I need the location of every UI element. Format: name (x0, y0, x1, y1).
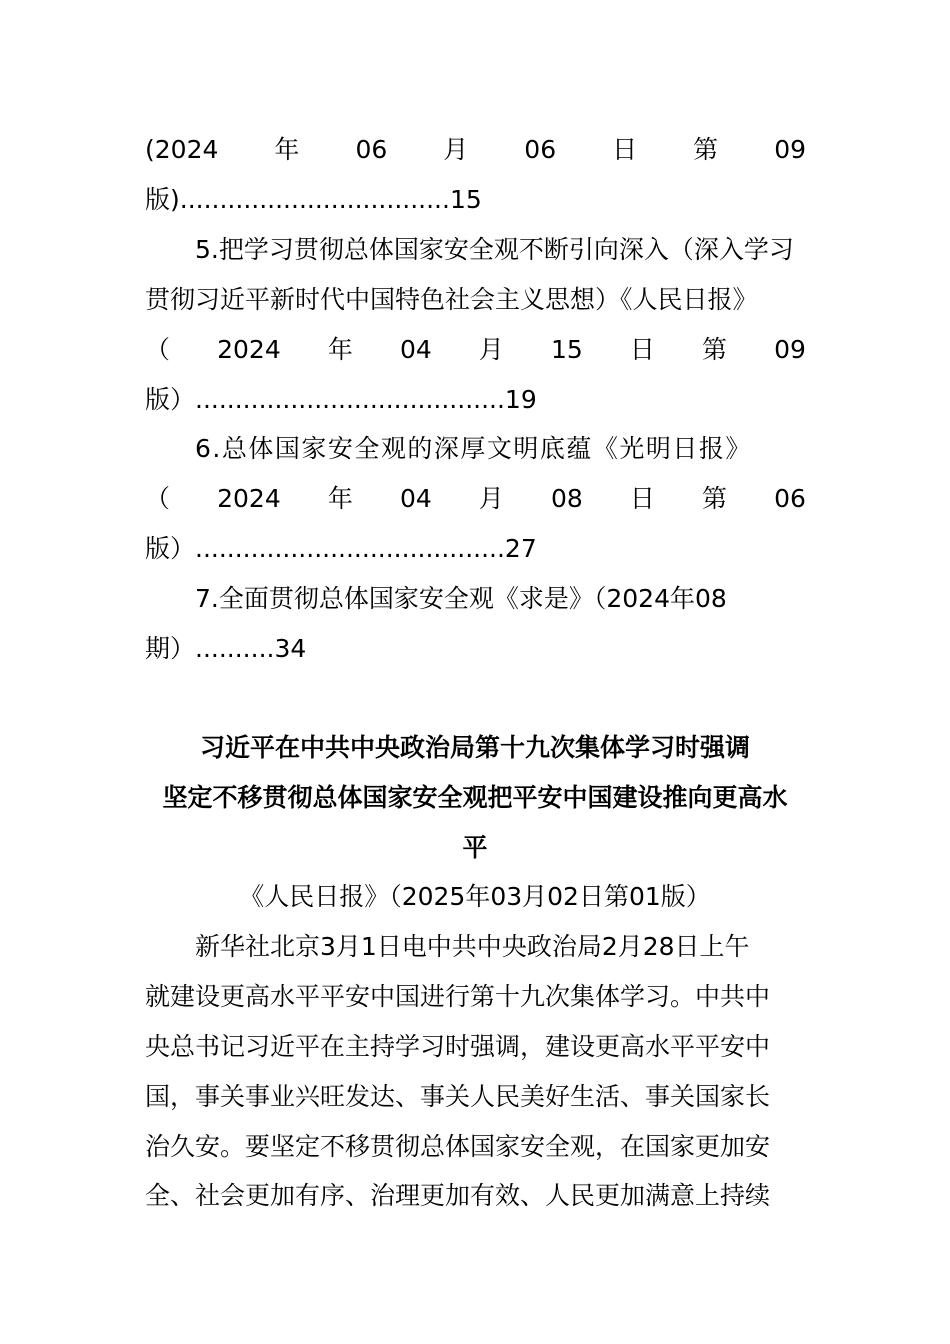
toc-word: （ (145, 484, 171, 513)
toc-word: 月 (478, 484, 504, 513)
toc-item-7-title: 7.全面贯彻总体国家安全观《求是》（2024年08 (195, 584, 727, 613)
toc-word: 第 (701, 484, 727, 513)
toc-word: （ (145, 335, 171, 364)
article-body-line: 就建设更高水平平安中国进行第十九次集体学习。中共中 (145, 982, 771, 1011)
toc-word: 月 (443, 135, 469, 164)
toc-word: 15 (550, 335, 583, 364)
toc-item-5-page-line: 版）.......................................19 (145, 385, 537, 414)
toc-word: 2024 (217, 335, 281, 364)
toc-item-6-date-line (145, 482, 806, 516)
article-title-line-2: 坚定不移贯彻总体国家安全观把平安中国建设推向更高水 (162, 783, 788, 812)
toc-word: 第 (693, 135, 719, 164)
toc-word: 月 (478, 335, 504, 364)
toc-word: 日 (629, 335, 655, 364)
toc-word: (2024 (145, 135, 219, 164)
toc-word: 年 (274, 135, 300, 164)
toc-word: 日 (629, 484, 655, 513)
article-body-line: 新华社北京3月1日电中共中央政治局2月28日上午 (195, 932, 750, 961)
toc-word: 09 (774, 335, 806, 364)
toc-word: 06 (355, 135, 388, 164)
toc-word: 2024 (217, 484, 281, 513)
toc-word: 年 (327, 335, 353, 364)
toc-word: 09 (774, 135, 806, 164)
toc-item-5-date-line (145, 333, 806, 367)
article-body-line: 治久安。要坚定不移贯彻总体国家安全观，在国家更加安 (145, 1132, 771, 1161)
article-source: 《人民日报》（2025年03月02日第01版） (239, 882, 711, 911)
toc-item-4-date-line (145, 133, 806, 167)
article-body-line: 国，事关事业兴旺发达、事关人民美好生活、事关国家长 (145, 1082, 771, 1111)
toc-item-6-page-line: 版）.......................................27 (145, 534, 537, 563)
toc-item-5-title: 5.把学习贯彻总体国家安全观不断引向深入（深入学习 (195, 235, 794, 264)
toc-word: 年 (327, 484, 353, 513)
toc-word: 06 (524, 135, 557, 164)
toc-item-4-page-line: 版)..................................15 (145, 185, 482, 214)
article-body-line: 全、社会更加有序、治理更加有效、人民更加满意上持续 (145, 1181, 771, 1210)
toc-item-5-title-cont: 贯彻习近平新时代中国特色社会主义思想）《人民日报》 (145, 285, 758, 314)
toc-word: 04 (399, 484, 432, 513)
toc-word: 第 (701, 335, 727, 364)
toc-item-7-page-line: 期）..........34 (145, 634, 307, 663)
toc-item-6-title: 6.总体国家安全观的深厚文明底蕴《光明日报》 (195, 434, 752, 463)
article-title-line-1: 习近平在中共中央政治局第十九次集体学习时强调 (199, 733, 750, 762)
toc-word: 06 (774, 484, 806, 513)
toc-word: 04 (399, 335, 432, 364)
article-body-line: 央总书记习近平在主持学习时强调，建设更高水平平安中 (145, 1032, 771, 1061)
toc-word: 08 (550, 484, 583, 513)
toc-word: 日 (612, 135, 638, 164)
article-title-line-3: 平 (462, 833, 488, 862)
